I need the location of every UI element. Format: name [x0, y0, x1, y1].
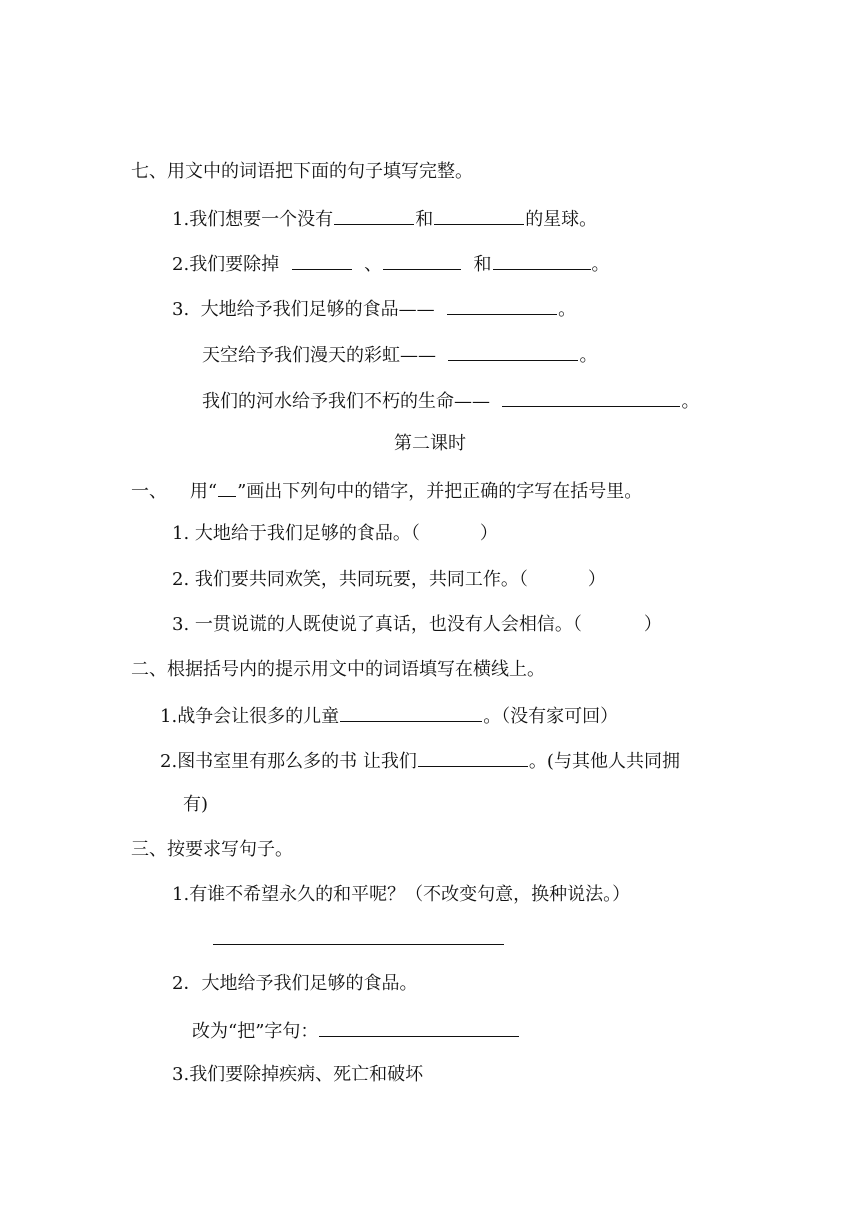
q-text: 大地给予我们足够的食品—— [200, 299, 435, 320]
q-text: ） [479, 523, 498, 544]
q-number: 1. [172, 523, 190, 544]
q-number: 1. [160, 706, 178, 727]
q-number: 3. [172, 299, 190, 320]
sec7-q3c [202, 388, 699, 414]
q-number: 1. [172, 884, 190, 905]
section-7-title: 七、用文中的词语把下面的句子填写完整。 [131, 161, 473, 182]
s3-q2-sub [192, 1018, 520, 1044]
q-text: 我们要除掉 [189, 254, 280, 275]
q-number: 2． [172, 973, 202, 994]
q-text: 和 [415, 209, 434, 230]
section-number: 一、 [131, 481, 167, 502]
sec7-q1 [172, 206, 597, 232]
section-1-title [131, 478, 642, 504]
lesson-2-title: 第二课时 [394, 433, 466, 454]
q-number: 3. [172, 1064, 190, 1085]
s2-q2 [160, 748, 680, 774]
q-text: 图书室里有那么多的书 让我们 [177, 751, 417, 772]
q-text: 天空给予我们漫天的彩虹—— [202, 345, 436, 366]
q-text: 。 [558, 299, 577, 320]
q-text: 。 [591, 254, 610, 275]
section-3-title: 三、按要求写句子。 [131, 839, 293, 860]
answer-blank[interactable] [447, 296, 557, 315]
section-2-title: 二、根据括号内的提示用文中的词语填写在横线上。 [131, 659, 545, 680]
s1-item-1 [172, 522, 498, 546]
q-text: 我们的河水给予我们不朽的生命—— [202, 391, 490, 412]
s2-q2-continuation: 有) [183, 794, 209, 815]
answer-blank[interactable] [448, 342, 578, 361]
q-text: 我们想要一个没有 [189, 209, 334, 230]
answer-blank[interactable] [340, 703, 482, 722]
q-text: 一贯说谎的人既使说了真话，也没有人会相信。（ [194, 614, 582, 635]
s1-item-2 [172, 568, 606, 592]
s3-q2 [172, 972, 417, 996]
q-text: 。（没有家可回） [483, 706, 619, 727]
q-text: 、 [364, 254, 383, 275]
s3-q1 [172, 883, 630, 907]
answer-blank[interactable] [502, 388, 680, 407]
s2-q1 [160, 703, 618, 729]
q-text: ”画出下列句中的错字，并把正确的字写在括号里。 [237, 481, 643, 502]
q-text: 用“ [189, 481, 218, 502]
q-text: 的星球。 [525, 209, 598, 230]
q-text: ） [587, 569, 606, 590]
q-text: 我们要除掉疾病、死亡和破坏 [189, 1064, 424, 1085]
q-number: 3. [172, 614, 190, 635]
answer-blank[interactable] [383, 251, 461, 270]
underline-sample [218, 478, 236, 497]
s1-item-3 [172, 613, 662, 637]
q-text: 改为“把”字句： [192, 1021, 319, 1042]
q-number: 2. [172, 254, 190, 275]
q-text: 战争会让很多的儿童 [177, 706, 340, 727]
sec7-q3b [202, 342, 597, 368]
answer-blank[interactable] [319, 1018, 519, 1037]
sec7-q3 [172, 296, 576, 322]
sec7-q2 [172, 251, 610, 277]
q-text: 。 [579, 345, 598, 366]
answer-blank[interactable] [418, 748, 528, 767]
q-text: 我们要共同欢笑，共同玩要，共同工作。（ [194, 569, 528, 590]
q-number: 2. [172, 569, 190, 590]
q-text: 。(与其他人共同拥 [528, 751, 680, 772]
q-text: 有谁不希望永久的和平呢？（不改变句意，换种说法。） [189, 884, 631, 905]
answer-blank[interactable] [334, 206, 414, 225]
q-text: 和 [473, 254, 492, 275]
answer-line[interactable] [213, 944, 504, 945]
s3-q3 [172, 1063, 423, 1087]
answer-blank[interactable] [434, 206, 524, 225]
q-text: 。 [681, 391, 700, 412]
q-text: 大地给予我们足够的食品。 [201, 973, 418, 994]
q-text: 大地给于我们足够的食品。（ [194, 523, 420, 544]
q-number: 2. [160, 751, 178, 772]
answer-blank[interactable] [493, 251, 591, 270]
answer-blank[interactable] [292, 251, 352, 270]
q-text: ） [643, 614, 662, 635]
q-number: 1. [172, 209, 190, 230]
